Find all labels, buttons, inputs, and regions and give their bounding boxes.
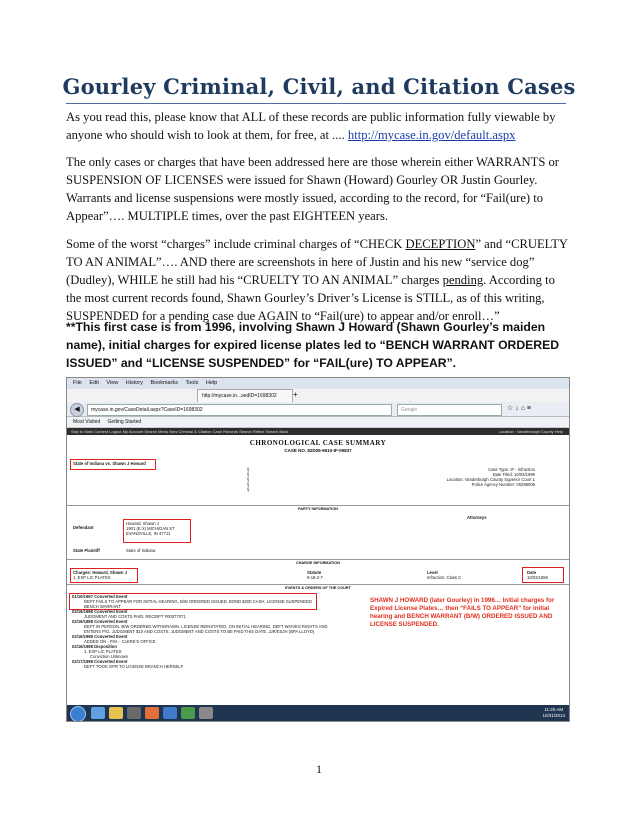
word-icon[interactable] bbox=[163, 707, 177, 719]
clock-time: 11:25 AM bbox=[544, 707, 564, 712]
menu-help[interactable]: Help bbox=[205, 380, 218, 386]
folder-icon[interactable] bbox=[109, 707, 123, 719]
ie-icon[interactable] bbox=[91, 707, 105, 719]
event-line: DEFT FAILS TO APPEAR FOR INITIAL HEARING, B/W ORDERED ISSUED. BOND $200 CASH, LICENSE SUSPENDED bbox=[84, 599, 312, 604]
new-tab-icon[interactable]: + bbox=[293, 390, 298, 399]
charges-paragraph bbox=[66, 235, 572, 325]
site-nav-links[interactable]: Skip to Main Content Logout My Account Search Menu New Criminal & Citation Case Records Search Refine Search Back bbox=[71, 429, 289, 434]
event-line: BENCH WARRANT bbox=[84, 604, 121, 609]
annotation-note: SHAWN J HOWARD (later Gourley) in 1996… Initial charges for Expired License Plates… then “FAILS TO APPEAR” for initial hearing and BENCH WARRANT (B/W) ORDERED ISSUED AND LICENSE SUSPENDED. bbox=[370, 597, 555, 628]
first-case-paragraph: **This first case is from 1996, involving Shawn J Howard (Shawn Gourley’s maiden name), initial charges for expired license plates led to “BENCH WARRANT ORDERED ISSUED” and “LICENSE SUSPENDED” for “FAIL(ure) TO APPEAR”. bbox=[66, 320, 560, 370]
intro-paragraph bbox=[66, 108, 572, 144]
event-line: 02/16/1998 Converted Event bbox=[72, 634, 128, 639]
charges-text-a: Some of the worst “charges” include criminal charges of “CHECK bbox=[66, 237, 406, 251]
media-icon[interactable] bbox=[127, 707, 141, 719]
event-line: 02/16/1998 Converted Event bbox=[72, 609, 128, 614]
bookmark-getting-started[interactable]: Getting Started bbox=[107, 419, 142, 425]
bookmarks-bar bbox=[67, 417, 569, 428]
menu-file[interactable]: File bbox=[73, 380, 82, 386]
case-location: Location: Vanderburgh County Superior Court 1 bbox=[446, 477, 535, 482]
bookmark-most-visited[interactable]: Most Visited bbox=[73, 419, 101, 425]
menu-bookmarks[interactable]: Bookmarks bbox=[150, 380, 178, 386]
divider bbox=[67, 505, 569, 506]
site-nav-bar bbox=[67, 428, 569, 435]
event-line: JUDGMENT AND COSTS PAID. RECEIPT #00077071 bbox=[84, 614, 186, 619]
event-line: 01/10/1997 Converted Event bbox=[72, 594, 128, 599]
browser-menubar bbox=[67, 378, 569, 389]
search-input[interactable]: Google bbox=[397, 404, 502, 416]
menu-edit[interactable]: Edit bbox=[89, 380, 99, 386]
page-number: 1 bbox=[316, 762, 322, 776]
browser-tab[interactable]: http://mycase.in...sedID=1698302 bbox=[197, 389, 293, 403]
case-summary-page bbox=[67, 435, 569, 705]
event-line: DEFT TOOK OPR TO LICENSE BRANCH HERSELF bbox=[84, 664, 184, 669]
app-icon[interactable] bbox=[181, 707, 195, 719]
browser-navbar bbox=[67, 402, 569, 417]
charges-text-c: ” and “CRUELTY TO AN ANIMAL”…. AND there are screenshots in here of Justin and his new “service dog” (Dudley), WHILE he still had his “CRUELTY TO AN ANIMAL” charges bbox=[66, 237, 568, 287]
event-line: ENTERS P/G. JUDGMENT $10 AND COSTS. JUDGMENT AND COSTS TO BE PAID THIS DATE. JJR/ESJH (BPA LLOYD) bbox=[84, 629, 315, 634]
attorneys-label: Attorneys bbox=[467, 515, 487, 520]
event-line: 1. EXP LIC PLATES bbox=[84, 649, 122, 654]
case-details bbox=[425, 467, 535, 487]
charge-info-heading: CHARGE INFORMATION bbox=[295, 561, 340, 565]
defendant-label: Defendant bbox=[73, 525, 94, 530]
toolbar-icons bbox=[507, 404, 531, 412]
events-heading: EVENTS & ORDERS OF THE COURT bbox=[285, 586, 351, 590]
windows-taskbar bbox=[67, 705, 569, 721]
statute-label: Statute bbox=[307, 570, 322, 575]
event-line: DEFT IN PERSON. B/W ORDERED WITHDRAWN, LICENSE REINSTATED, ON INITIAL HEARING, DEFT WAIVES RIGHTS AND bbox=[84, 624, 328, 629]
event-line: 02/16/1998 Disposition bbox=[72, 644, 117, 649]
start-button-icon[interactable] bbox=[70, 706, 86, 722]
app-icon[interactable] bbox=[199, 707, 213, 719]
charges-deception: DECEPTION bbox=[405, 237, 476, 251]
detail-markers: § § § § § bbox=[247, 467, 250, 492]
case-type: Case Type: IF - Infraction bbox=[488, 467, 535, 472]
events-list bbox=[72, 594, 328, 669]
home-icon[interactable]: ⌂ bbox=[520, 405, 525, 412]
level-label: Level bbox=[427, 570, 438, 575]
police-agency: Police Agency Number: 00298006 bbox=[471, 482, 535, 487]
download-icon[interactable]: ↓ bbox=[515, 405, 519, 412]
date-value: 10/03/1996 bbox=[527, 575, 548, 580]
case-number: CASE NO. 82D05-9610-IF-09837 bbox=[284, 448, 352, 453]
defendant-street: 1901 (E.X) MICHIGAN ST bbox=[126, 526, 175, 531]
event-line: Conviction Unknown bbox=[90, 654, 129, 659]
statute-value: 9-18-2-7 bbox=[307, 575, 323, 580]
defendant-name: Howard, Shawn J bbox=[126, 521, 159, 526]
divider bbox=[67, 559, 569, 560]
menu-tools[interactable]: Tools bbox=[185, 380, 199, 386]
system-clock bbox=[542, 707, 565, 719]
charges-text-e: . According to the most current records found, Shawn Gourley’s Driver’s License is STILL, as of this writing, SUSPENDED for a pending case due AGAIN to “Fail(ure) to appear and/or enroll…” bbox=[66, 273, 555, 323]
menu-view[interactable]: View bbox=[106, 380, 119, 386]
state-plaintiff: State of Indiana bbox=[126, 548, 156, 553]
case-screenshot bbox=[66, 377, 570, 722]
mycase-link[interactable]: http://mycase.in.gov/default.aspx bbox=[347, 128, 516, 142]
party-title: State of Indiana vs. Shawn J Howard bbox=[73, 461, 146, 466]
intro-text: As you read this, please know that ALL of these records are public information fully viewable by anyone who should wish to look at them, for free, at .... bbox=[66, 110, 556, 142]
document-title: Gourley Criminal, Civil, and Citation Cases bbox=[62, 74, 576, 99]
level-value: Infraction: Class C bbox=[427, 575, 462, 580]
back-arrow-icon[interactable]: ◀ bbox=[70, 403, 84, 417]
scope-paragraph: The only cases or charges that have been addressed here are those wherein either WARRANTS or SUSPENSION OF LICENSES were issued for Shawn (Howard) Gourley OR Justin Gourley. Warrants and license suspensions were mostly issued, according to the record, for “Fail(ure) to Appear”…. MULTIPLE times, over the past EIGHTEEN years. bbox=[66, 155, 559, 223]
star-icon[interactable]: ☆ bbox=[507, 405, 514, 412]
date-filed: Date Filed: 10/03/1996 bbox=[492, 472, 535, 477]
case-summary-header: CHRONOLOGICAL CASE SUMMARY bbox=[249, 439, 387, 447]
party-info-heading: PARTY INFORMATION bbox=[297, 507, 339, 511]
clock-date: 10/31/2014 bbox=[542, 713, 565, 718]
menu-history[interactable]: History bbox=[125, 380, 143, 386]
firefox-icon[interactable] bbox=[145, 707, 159, 719]
state-plaintiff-label: State Plaintiff bbox=[73, 548, 100, 553]
menu-icon[interactable]: ≡ bbox=[526, 405, 531, 412]
url-bar[interactable]: mycase.in.gov/CaseDetail.aspx?CaseID=1698302 bbox=[87, 404, 392, 416]
event-line: ADDED ON - P.M. - CLERK'S OFFICE bbox=[84, 639, 156, 644]
divider bbox=[67, 584, 569, 585]
charge-line: 1. EXP LIC PLATES bbox=[73, 575, 111, 580]
event-line: 02/16/1998 Converted Event bbox=[72, 619, 128, 624]
site-location: Location : Vanderburgh County Help bbox=[498, 429, 563, 434]
charges-pending: pending bbox=[442, 273, 484, 287]
title-rule bbox=[66, 103, 566, 104]
event-line: 02/17/1998 Converted Event bbox=[72, 659, 128, 664]
defendant-city: EVANSVILLE, IN 47711 bbox=[126, 531, 171, 536]
charges-label: Charges: Howard, Shawn J bbox=[73, 570, 127, 575]
date-label: Date bbox=[527, 570, 537, 575]
defendant-info bbox=[126, 521, 175, 536]
